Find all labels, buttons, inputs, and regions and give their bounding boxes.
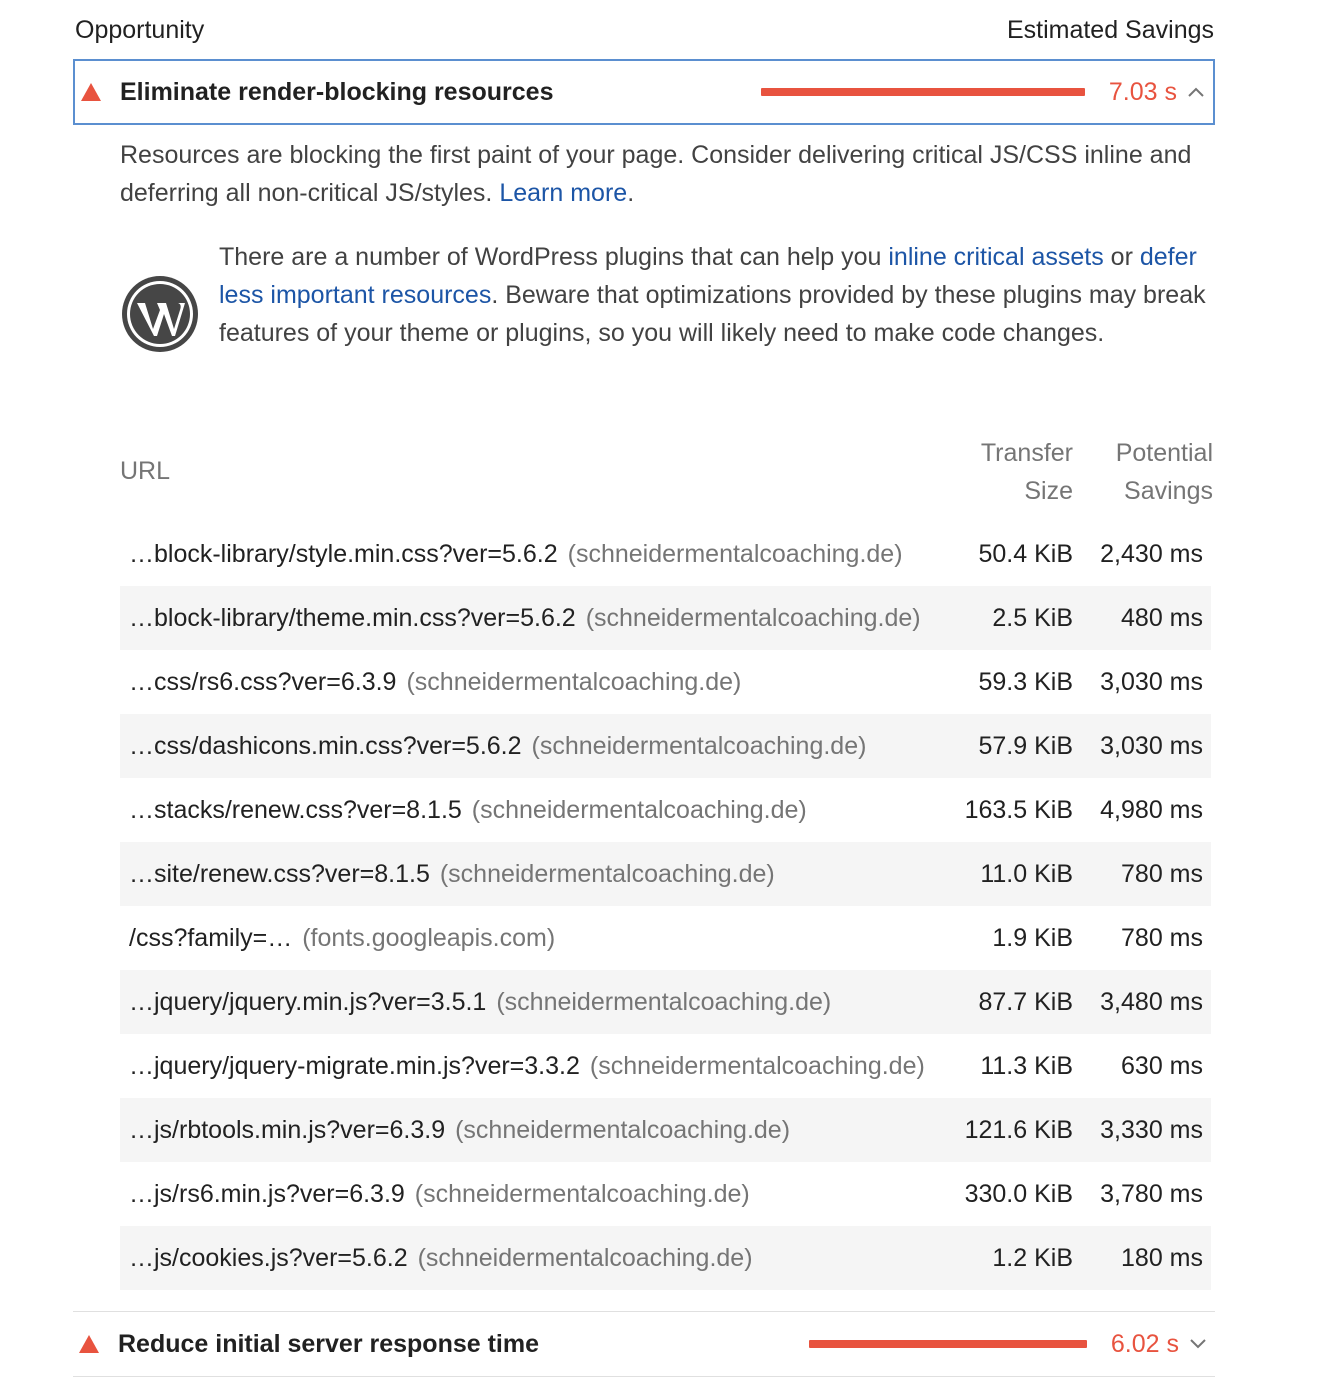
transfer-size: 163.5 KiB [964,795,1073,824]
transfer-size: 1.9 KiB [992,923,1073,952]
table-row [120,1034,1211,1098]
table-row [120,778,1211,842]
audit-server-response-time[interactable] [73,1311,1215,1377]
potential-savings: 4,980 ms [1100,795,1203,824]
resource-host: (schneidermentalcoaching.de) [439,859,775,888]
transfer-size: 87.7 KiB [978,987,1073,1016]
table-row [120,1098,1211,1162]
transfer-size: 1.2 KiB [992,1243,1073,1272]
resource-table [120,522,1211,1290]
resource-url[interactable]: …stacks/renew.css?ver=8.1.5 (schneidermentalcoaching.de) [129,795,807,824]
table-row [120,970,1211,1034]
resource-url[interactable]: …js/rs6.min.js?ver=6.3.9 (schneidermentalcoaching.de) [129,1179,750,1208]
chevron-up-icon[interactable] [1188,87,1204,97]
resource-url[interactable]: …js/rbtools.min.js?ver=6.3.9 (schneidermentalcoaching.de) [129,1115,791,1144]
potential-savings: 630 ms [1121,1051,1203,1080]
resource-url[interactable]: …block-library/theme.min.css?ver=5.6.2 (schneidermentalcoaching.de) [129,603,921,632]
audit-savings-value: 7.03 s [1108,77,1177,106]
defer-resources-link[interactable]: defer less important resources [219,243,1197,309]
potential-savings: 480 ms [1121,603,1203,632]
table-row [120,522,1211,586]
wordpress-logo [120,274,200,354]
table-row [120,842,1211,906]
audit-description: Resources are blocking the first paint of your page. Consider delivering critical JS/CSS inline and deferring all non-critical JS/styles. Learn more. [120,141,1192,207]
table-row [120,586,1211,650]
resource-host: (schneidermentalcoaching.de) [531,731,867,760]
savings-bar [809,1340,1087,1348]
transfer-size: 330.0 KiB [964,1179,1073,1208]
potential-savings: 3,780 ms [1100,1179,1203,1208]
table-row [120,1162,1211,1226]
resource-url[interactable]: /css?family=… (fonts.googleapis.com) [129,923,556,952]
transfer-size: 50.4 KiB [978,539,1073,568]
potential-savings: 3,480 ms [1100,987,1203,1016]
resource-url[interactable]: …jquery/jquery-migrate.min.js?ver=3.3.2 (schneidermentalcoaching.de) [129,1051,925,1080]
transfer-size: 2.5 KiB [992,603,1073,632]
resource-host: (schneidermentalcoaching.de) [414,1179,750,1208]
savings-bar [761,88,1085,96]
opportunity-header [75,10,1214,50]
audit-savings-value: 6.02 s [1110,1329,1179,1358]
potential-savings: 2,430 ms [1100,539,1203,568]
transfer-size: 11.0 KiB [980,859,1073,888]
learn-more-link[interactable]: Learn more [499,179,628,207]
transfer-size: 57.9 KiB [978,731,1073,760]
triangle-warning-icon [81,83,101,101]
audit-title: Eliminate render-blocking resources [120,77,554,106]
potential-savings: 3,030 ms [1100,667,1203,696]
resource-host: (schneidermentalcoaching.de) [417,1243,753,1272]
resource-url[interactable]: …css/rs6.css?ver=6.3.9 (schneidermentalcoaching.de) [129,667,742,696]
audit-render-blocking[interactable] [73,59,1215,125]
potential-savings-column-header: Potential Savings [1115,439,1213,505]
resource-url[interactable]: …js/cookies.js?ver=5.6.2 (schneidermentalcoaching.de) [129,1243,753,1272]
triangle-warning-icon [79,1335,99,1353]
resource-host: (schneidermentalcoaching.de) [589,1051,925,1080]
potential-savings: 780 ms [1121,859,1203,888]
resource-host: (fonts.googleapis.com) [302,923,556,952]
potential-savings: 3,030 ms [1100,731,1203,760]
resource-host: (schneidermentalcoaching.de) [496,987,832,1016]
description-text: Resources are blocking the first paint of your page. Consider delivering critical JS/CSS inline and deferring all non-critical JS/styles. [120,141,1192,207]
resource-host: (schneidermentalcoaching.de) [406,667,742,696]
transfer-size-column-header: Transfer Size [980,439,1073,505]
resource-host: (schneidermentalcoaching.de) [567,539,903,568]
audit-title: Reduce initial server response time [118,1329,540,1358]
resource-host: (schneidermentalcoaching.de) [471,795,807,824]
opportunity-column-label: Opportunity [75,15,205,44]
potential-savings: 780 ms [1121,923,1203,952]
inline-critical-assets-link[interactable]: inline critical assets [888,243,1104,271]
resource-url[interactable]: …jquery/jquery.min.js?ver=3.5.1 (schneidermentalcoaching.de) [129,987,832,1016]
resource-host: (schneidermentalcoaching.de) [455,1115,791,1144]
potential-savings: 180 ms [1121,1243,1203,1272]
resource-url[interactable]: …css/dashicons.min.css?ver=5.6.2 (schneidermentalcoaching.de) [129,731,867,760]
url-column-header: URL [120,457,171,485]
transfer-size: 11.3 KiB [980,1051,1073,1080]
estimated-savings-column-label: Estimated Savings [1006,15,1214,44]
table-row [120,1226,1211,1290]
table-row [120,906,1211,970]
table-row [120,650,1211,714]
transfer-size: 59.3 KiB [978,667,1073,696]
wordpress-stack-pack-text: There are a number of WordPress plugins that can help you inline critical assets or defer less important resources. Beware that optimizations provided by these plugins may break features of your theme or plugins, so you will likely need to make code changes. [219,243,1206,347]
resource-host: (schneidermentalcoaching.de) [585,603,921,632]
chevron-down-icon[interactable] [1190,1339,1206,1349]
transfer-size: 121.6 KiB [964,1115,1073,1144]
table-row [120,714,1211,778]
resource-url[interactable]: …block-library/style.min.css?ver=5.6.2 (schneidermentalcoaching.de) [129,539,903,568]
potential-savings: 3,330 ms [1100,1115,1203,1144]
resource-url[interactable]: …site/renew.css?ver=8.1.5 (schneidermentalcoaching.de) [129,859,775,888]
